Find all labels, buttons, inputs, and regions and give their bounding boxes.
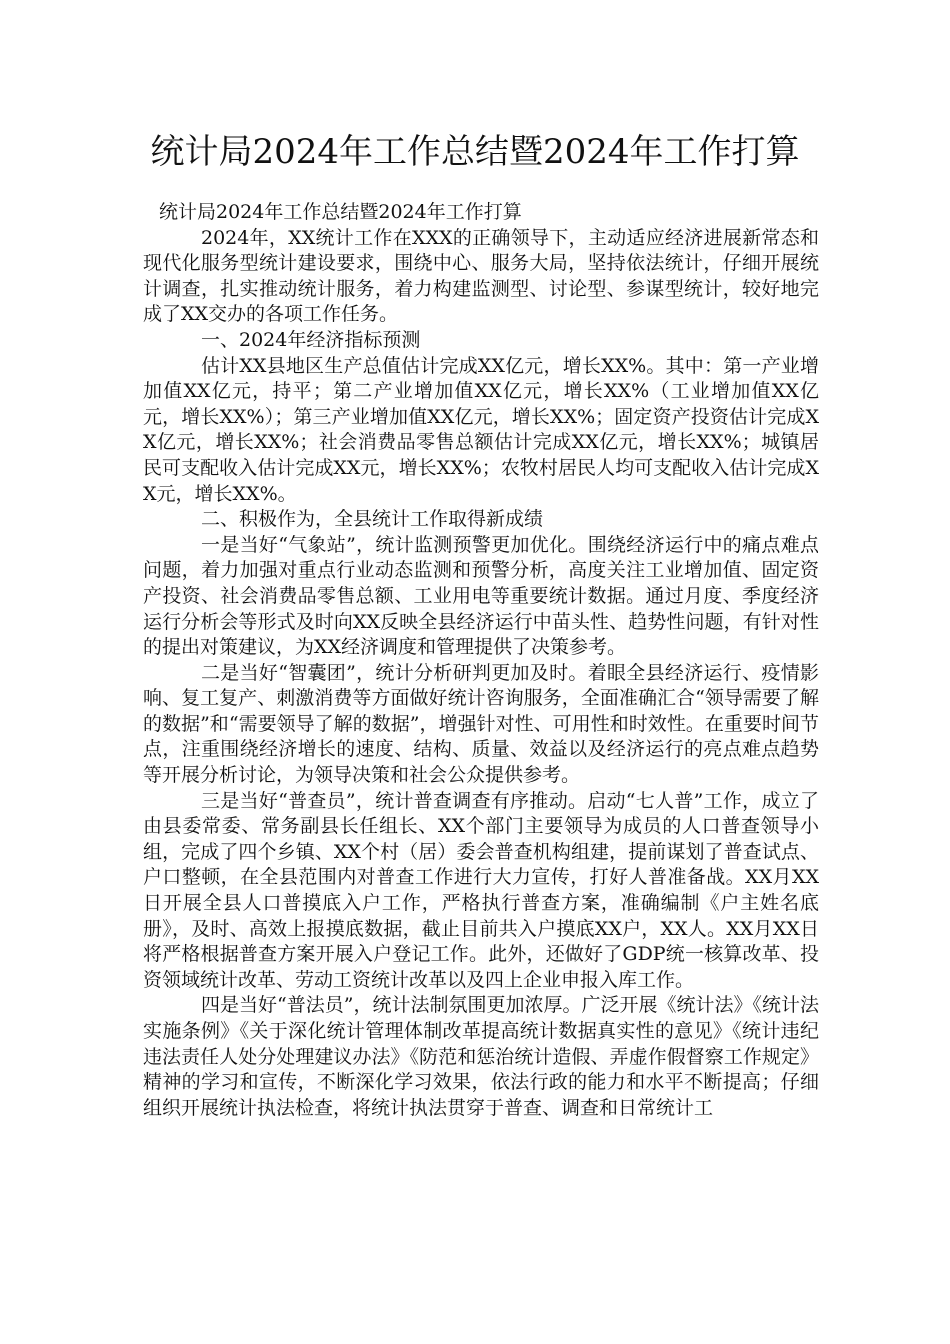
document-subtitle: 统计局2024年工作总结暨2024年工作打算 (159, 201, 522, 223)
document-title: 统计局2024年工作总结暨2024年工作打算 (150, 132, 800, 172)
paragraph-intro: 2024年，XX统计工作在XXX的正确领导下，主动适应经济进展新常态和现代化服务型统计建设要求，围绕中心、服务大局，坚持依法统计，仔细开展统计调查，扎实推动统计服务，着力构建监测型、讨论型、参谋型统计，较好地完成了XX交办的各项工作任务。 (143, 226, 819, 326)
paragraph-weather-station: 一是当好“气象站”，统计监测预警更加优化。围绕经济运行中的痛点难点问题，着力加强对重点行业动态监测和预警分析，高度关注工业增加值、固定资产投资、社会消费品零售总额、工业用电等重要统计数据。通过月度、季度经济运行分析会等形式及时向XX反映全县经济运行中苗头性、趋势性问题，有针对性的提出对策建议，为XX经济调度和管理提供了决策参考。 (143, 533, 819, 659)
section-heading-2: 二、积极作为，全县统计工作取得新成绩 (201, 508, 544, 531)
paragraph-law: 四是当好“普法员”，统计法制氛围更加浓厚。广泛开展《统计法》《统计法实施条例》《关于深化统计管理体制改革提高统计数据真实性的意见》《统计违纪违法责任人处分处理建议办法》《防范和惩治统计造假、弄虚作假督察工作规定》精神的学习和宣传，不断深化学习效果，依法行政的能力和水平不断提高；仔细组织开展统计执法检查，将统计执法贯穿于普查、调查和日常统计工 (143, 994, 819, 1119)
section-heading-1: 一、2024年经济指标预测 (201, 328, 421, 351)
paragraph-census: 三是当好“普查员”，统计普查调查有序推动。启动“七人普”工作，成立了由县委常委、常务副县长任组长、XX个部门主要领导为成员的人口普查领导小组，完成了四个乡镇、XX个村（居）委会普查机构组建，提前谋划了普查试点、户口整顿，在全县范围内对普查工作进行大力宣传，打好人普准备战。XX月XX日开展全县人口普摸底入户工作，严格执行普查方案，准确编制《户主姓名底册》，及时、高效上报摸底数据，截止目前共入户摸底XX户，XX人。XX月XX日将严格根据普查方案开展入户登记工作。此外，还做好了GDP统一核算改革、投资领域统计改革、劳动工资统计改革以及四上企业申报入库工作。 (143, 789, 819, 991)
document-body (143, 200, 819, 1121)
paragraph-think-tank: 二是当好“智囊团”，统计分析研判更加及时。着眼全县经济运行、疫情影响、复工复产、刺激消费等方面做好统计咨询服务，全面准确汇合“领导需要了解的数据”和“需要领导了解的数据”，增强针对性、可用性和时效性。在重要时间节点，注重围绕经济增长的速度、结构、质量、效益以及经济运行的亮点难点趋势等开展分析讨论，为领导决策和社会公众提供参考。 (143, 661, 819, 787)
paragraph-forecast: 估计XX县地区生产总值估计完成XX亿元，增长XX%。其中：第一产业增加值XX亿元，持平；第二产业增加值XX亿元，增长XX%（工业增加值XX亿元，增长XX%）；第三产业增加值XX亿元，增长XX%；固定资产投资估计完成XX亿元，增长XX%；社会消费品零售总额估计完成XX亿元，增长XX%；城镇居民可支配收入估计完成XX元，增长XX%；农牧村居民人均可支配收入估计完成XX元，增长XX%。 (143, 354, 819, 505)
